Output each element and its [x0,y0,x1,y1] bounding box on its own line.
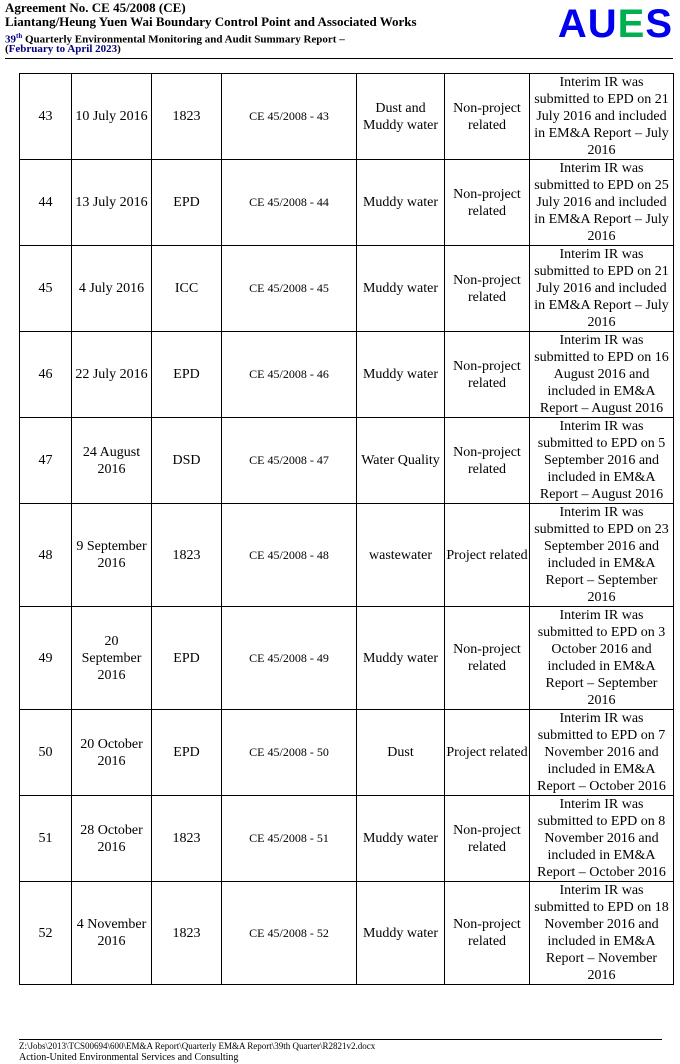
cell-item-number: 47 [20,418,72,504]
cell-source: 1823 [152,504,222,607]
cell-remark: Interim IR was submitted to EPD on 25 July 2016 and included in EM&A Report – July 2016 [530,160,674,246]
cell-nature: Muddy water [357,882,445,985]
table-row [20,160,674,246]
cell-source: DSD [152,418,222,504]
cell-remark: Interim IR was submitted to EPD on 21 July 2016 and included in EM&A Report – July 2016 [530,74,674,160]
table-row [20,710,674,796]
cell-reference: CE 45/2008 - 51 [222,796,357,882]
cell-date: 4 July 2016 [72,246,152,332]
cell-relation: Non-project related [445,332,530,418]
agreement-number: Agreement No. CE 45/2008 (CE) [5,0,186,15]
cell-relation: Non-project related [445,607,530,710]
footer-divider [19,1039,662,1040]
cell-remark: Interim IR was submitted to EPD on 16 August 2016 and included in EM&A Report – August 2016 [530,332,674,418]
cell-item-number: 51 [20,796,72,882]
cell-reference: CE 45/2008 - 45 [222,246,357,332]
cell-reference: CE 45/2008 - 47 [222,418,357,504]
table-row [20,418,674,504]
cell-nature: Muddy water [357,607,445,710]
cell-source: EPD [152,710,222,796]
cell-item-number: 46 [20,332,72,418]
cell-source: ICC [152,246,222,332]
cell-relation: Non-project related [445,246,530,332]
table-row [20,246,674,332]
period-text: February to April 2023 [8,43,118,55]
table-row [20,882,674,985]
cell-item-number: 48 [20,504,72,607]
cell-item-number: 49 [20,607,72,710]
footer-file-path: Z:\Jobs\2013\TCS00694\600\EM&A Report\Quarterly EM&A Report\39th Quarter\R2821v2.docx [19,1041,376,1051]
cell-nature: Muddy water [357,160,445,246]
report-period [5,42,121,57]
cell-relation: Non-project related [445,796,530,882]
cell-remark: Interim IR was submitted to EPD on 23 September 2016 and included in EM&A Report – September 2016 [530,504,674,607]
project-title: Liantang/Heung Yuen Wai Boundary Control Point and Associated Works [5,14,417,29]
cell-nature: Dust [357,710,445,796]
complaint-log-table [19,73,674,985]
cell-source: 1823 [152,74,222,160]
cell-date: 4 November 2016 [72,882,152,985]
cell-remark: Interim IR was submitted to EPD on 3 October 2016 and included in EM&A Report – September 2016 [530,607,674,710]
cell-item-number: 44 [20,160,72,246]
cell-date: 20 October 2016 [72,710,152,796]
cell-date: 24 August 2016 [72,418,152,504]
cell-date: 28 October 2016 [72,796,152,882]
cell-relation: Project related [445,710,530,796]
cell-nature: Muddy water [357,796,445,882]
cell-reference: CE 45/2008 - 49 [222,607,357,710]
report-number: 39 [5,33,16,46]
cell-nature: Dust and Muddy water [357,74,445,160]
table-body [20,74,674,985]
cell-remark: Interim IR was submitted to EPD on 18 November 2016 and included in EM&A Report – November 2016 [530,882,674,985]
cell-item-number: 50 [20,710,72,796]
cell-reference: CE 45/2008 - 48 [222,504,357,607]
cell-relation: Project related [445,504,530,607]
cell-remark: Interim IR was submitted to EPD on 8 November 2016 and included in EM&A Report – October 2016 [530,796,674,882]
cell-source: 1823 [152,796,222,882]
cell-date: 9 September 2016 [72,504,152,607]
cell-relation: Non-project related [445,160,530,246]
cell-nature: Muddy water [357,332,445,418]
logo-part-au: AU [557,2,618,46]
cell-item-number: 45 [20,246,72,332]
period-open-paren: ( [5,43,9,55]
aues-logo [558,3,673,45]
cell-source: EPD [152,332,222,418]
cell-relation: Non-project related [445,74,530,160]
cell-source: EPD [152,607,222,710]
cell-reference: CE 45/2008 - 46 [222,332,357,418]
cell-date: 10 July 2016 [72,74,152,160]
cell-source: EPD [152,160,222,246]
report-title-text: Quarterly Environmental Monitoring and Audit Summary Report – [22,33,345,46]
cell-item-number: 43 [20,74,72,160]
table-row [20,796,674,882]
table-row [20,332,674,418]
cell-relation: Non-project related [445,882,530,985]
cell-reference: CE 45/2008 - 50 [222,710,357,796]
period-close-paren: ) [117,43,121,55]
logo-part-s: S [645,2,673,46]
table-row [20,504,674,607]
table-row [20,607,674,710]
cell-reference: CE 45/2008 - 44 [222,160,357,246]
report-number-suffix: th [16,32,23,40]
cell-nature: wastewater [357,504,445,607]
cell-remark: Interim IR was submitted to EPD on 5 September 2016 and included in EM&A Report – August 2016 [530,418,674,504]
table-row [20,74,674,160]
cell-remark: Interim IR was submitted to EPD on 21 July 2016 and included in EM&A Report – July 2016 [530,246,674,332]
cell-date: 13 July 2016 [72,160,152,246]
cell-reference: CE 45/2008 - 43 [222,74,357,160]
cell-relation: Non-project related [445,418,530,504]
header-divider [5,58,673,59]
page-header [5,0,675,60]
footer-company: Action-United Environmental Services and Consulting [19,1052,239,1063]
cell-nature: Water Quality [357,418,445,504]
cell-date: 22 July 2016 [72,332,152,418]
cell-source: 1823 [152,882,222,985]
cell-date: 20 September 2016 [72,607,152,710]
cell-remark: Interim IR was submitted to EPD on 7 November 2016 and included in EM&A Report – October 2016 [530,710,674,796]
cell-reference: CE 45/2008 - 52 [222,882,357,985]
cell-nature: Muddy water [357,246,445,332]
logo-part-e: E [617,2,646,46]
cell-item-number: 52 [20,882,72,985]
